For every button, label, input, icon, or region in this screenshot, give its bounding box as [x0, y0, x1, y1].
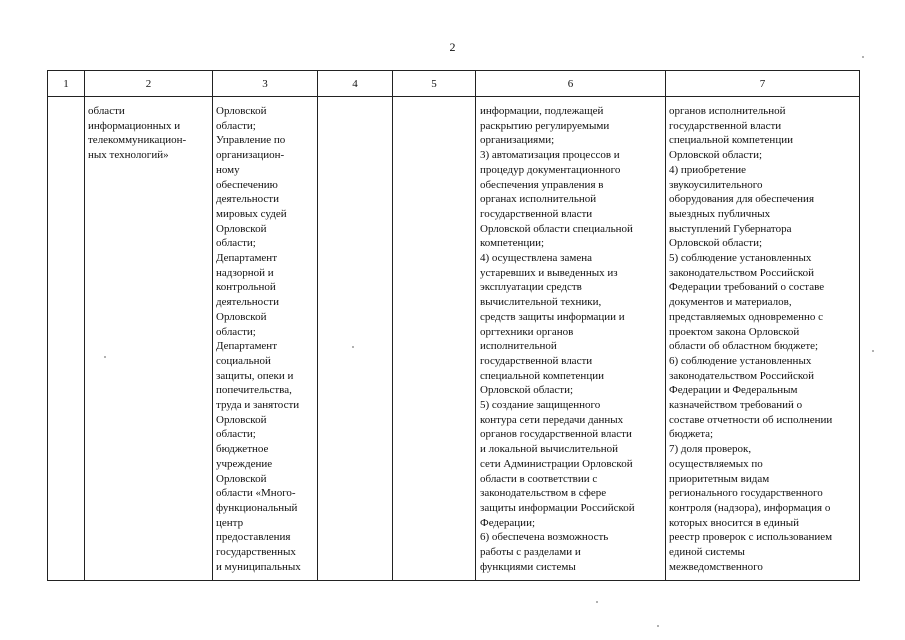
scan-speck	[104, 356, 106, 358]
table-row	[48, 97, 860, 581]
column-header-3: 3	[213, 71, 318, 97]
scan-speck	[657, 625, 659, 627]
document-table	[47, 70, 860, 581]
cell-col-2: области информационных и телекоммуникацион- ных технологий»	[85, 97, 213, 581]
column-header-2: 2	[85, 71, 213, 97]
column-header-6: 6	[476, 71, 666, 97]
cell-col-1	[48, 97, 85, 581]
page-number: 2	[449, 40, 456, 54]
column-header-4: 4	[318, 71, 393, 97]
column-header-1: 1	[48, 71, 85, 97]
scan-speck	[352, 346, 354, 348]
scan-speck	[596, 601, 598, 603]
scan-speck	[872, 350, 874, 352]
cell-col-6: информации, подлежащей раскрытию регулируемыми организациями; 3) автоматизация процессов и процедур документационного обеспечения управления в органах исполнительной государственной власти Орловской области специальной компетенции; 4) осуществлена замена устаревших и выведенных из эксплуатации средств вычислительной техники, средств защиты информации и оргтехники органов исполнительной государственной власти специальной компетенции Орловской области; 5) создание защищенного контура сети передачи данных органов государственной власти и локальной вычислительной сети Администрации Орловской области в соответствии с законодательством в сфере защиты информации Российской Федерации; 6) обеспечена возможность работы с разделами и функциями системы	[476, 97, 666, 581]
column-header-7: 7	[666, 71, 860, 97]
cell-col-5	[393, 97, 476, 581]
cell-col-3: Орловской области; Управление по организацион- ному обеспечению деятельности мировых судей Орловской области; Департамент надзорной и контрольной деятельности Орловской области; Департамент социальной защиты, опеки и попечительства, труда и занятости Орловской области; бюджетное учреждение Орловской области «Много- функциональный центр предоставления государственных и муниципальных	[213, 97, 318, 581]
column-header-5: 5	[393, 71, 476, 97]
header-row	[48, 71, 860, 97]
cell-col-7: органов исполнительной государственной власти специальной компетенции Орловской области; 4) приобретение звукоусилительного оборудования для обеспечения выездных публичных выступлений Губернатора Орловской области; 5) соблюдение установленных законодательством Российской Федерации требований о составе документов и материалов, представляемых одновременно с проектом закона Орловской области об областном бюджете; 6) соблюдение установленных законодательством Российской Федерации и Федеральным казначейством требований о составе отчетности об исполнении бюджета; 7) доля проверок, осуществляемых по приоритетным видам регионального государственного контроля (надзора), информация о которых вносится в единый реестр проверок с использованием единой системы межведомственного	[666, 97, 860, 581]
cell-col-4	[318, 97, 393, 581]
scan-speck	[862, 56, 864, 58]
